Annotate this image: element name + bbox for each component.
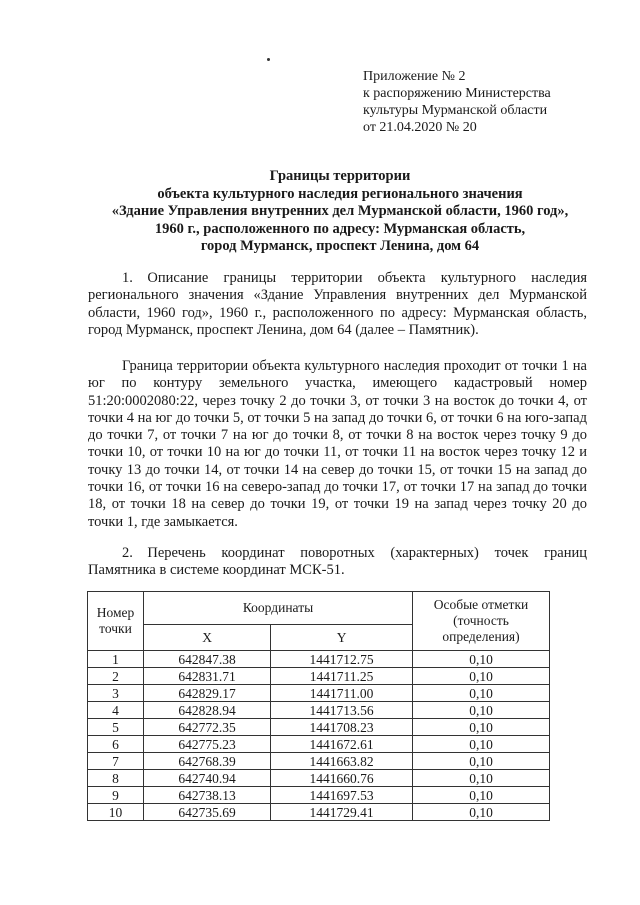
appendix-number: Приложение № 2 xyxy=(363,69,466,84)
document-title xyxy=(60,168,620,256)
x-coordinate-cell: 642772.35 xyxy=(144,719,271,736)
y-coordinate-cell: 1441711.00 xyxy=(271,685,413,702)
table-row xyxy=(88,702,550,719)
point-number-cell: 2 xyxy=(88,668,144,685)
header-point-number: Номер точки xyxy=(88,592,144,651)
appendix-ref-line: к распоряжению Министерства xyxy=(363,86,551,101)
title-line: объекта культурного наследия регионального значения xyxy=(157,185,523,202)
y-coordinate-cell: 1441711.25 xyxy=(271,668,413,685)
y-coordinate-cell: 1441672.61 xyxy=(271,736,413,753)
stray-dot xyxy=(267,58,270,61)
accuracy-cell: 0,10 xyxy=(413,685,550,702)
table-row xyxy=(88,787,550,804)
x-coordinate-cell: 642768.39 xyxy=(144,753,271,770)
table-row xyxy=(88,804,550,821)
point-number-cell: 3 xyxy=(88,685,144,702)
title-line: Границы территории xyxy=(269,168,411,184)
x-coordinate-cell: 642847.38 xyxy=(144,651,271,668)
y-coordinate-cell: 1441663.82 xyxy=(271,753,413,770)
accuracy-cell: 0,10 xyxy=(413,668,550,685)
accuracy-cell: 0,10 xyxy=(413,770,550,787)
appendix-ref-line: культуры Мурманской области xyxy=(363,103,548,118)
y-coordinate-cell: 1441697.53 xyxy=(271,787,413,804)
table-row xyxy=(88,668,550,685)
point-number-cell: 5 xyxy=(88,719,144,736)
title-line: город Мурманск, проспект Ленина, дом 64 xyxy=(200,238,480,254)
point-number-cell: 4 xyxy=(88,702,144,719)
coordinates-body xyxy=(88,651,550,821)
x-coordinate-cell: 642738.13 xyxy=(144,787,271,804)
table-row xyxy=(88,736,550,753)
table-row xyxy=(88,753,550,770)
y-coordinate-cell: 1441712.75 xyxy=(271,651,413,668)
accuracy-cell: 0,10 xyxy=(413,787,550,804)
x-coordinate-cell: 642828.94 xyxy=(144,702,271,719)
accuracy-cell: 0,10 xyxy=(413,753,550,770)
title-line: «Здание Управления внутренних дел Мурманской области, 1960 год», xyxy=(111,203,569,219)
point-number-cell: 9 xyxy=(88,787,144,804)
header-coordinates: Координаты xyxy=(144,592,413,625)
coordinates-table xyxy=(87,591,550,821)
x-coordinate-cell: 642831.71 xyxy=(144,668,271,685)
accuracy-cell: 0,10 xyxy=(413,804,550,821)
table-row xyxy=(88,770,550,787)
point-number-cell: 7 xyxy=(88,753,144,770)
y-coordinate-cell: 1441708.23 xyxy=(271,719,413,736)
header-notes: Особые отметки (точность определения) xyxy=(413,592,550,651)
y-coordinate-cell: 1441660.76 xyxy=(271,770,413,787)
title-line: 1960 г., расположенного по адресу: Мурманская область, xyxy=(154,220,526,237)
accuracy-cell: 0,10 xyxy=(413,702,550,719)
boundary-description xyxy=(88,358,587,531)
section-2-text: 2. Перечень координат поворотных (характерных) точек границ Памятника в системе координат МСК-51. xyxy=(88,545,587,579)
x-coordinate-cell: 642735.69 xyxy=(144,804,271,821)
table-row xyxy=(88,685,550,702)
x-coordinate-cell: 642829.17 xyxy=(144,685,271,702)
point-number-cell: 6 xyxy=(88,736,144,753)
x-coordinate-cell: 642740.94 xyxy=(144,770,271,787)
point-number-cell: 1 xyxy=(88,651,144,668)
boundary-text: Граница территории объекта культурного наследия проходит от точки 1 на юг по контуру земельного участка, имеющего кадастровый номер 51:20:0002080:22, через точку 2 до точки 3, от точки 3 на восток до точки 4, от точки 4 на юг до точки 5, от точки 5 на запад до точки 6, от точки 6 на юго-запад до точки 7, от точки 7 на юг до точки 8, от точки 8 на восток через точку 9 до точки 10, от точки 10 на юг до точки 11, от точки 11 на восток через точку 12 и точку 13 до точки 14, от точки 14 на север до точки 15, от точки 15 на запад до точки 16, от точки 16 на северо-запад до точки 17, от точки 17 на запад до точки 18, от точки 18 на север до точки 19, от точки 19 на запад через точку 20 до точки 1, где замыкается. xyxy=(88,358,587,530)
section-2 xyxy=(88,545,587,580)
point-number-cell: 10 xyxy=(88,804,144,821)
accuracy-cell: 0,10 xyxy=(413,719,550,736)
header-y: Y xyxy=(271,625,413,651)
point-number-cell: 8 xyxy=(88,770,144,787)
section-1-text: 1. Описание границы территории объекта культурного наследия регионального значения «Здание Управления внутренних дел Мурманской области, 1960 год», 1960 г., расположенного по адресу: Мурманская область, город Мурманск, проспект Ленина, дом 64 (далее – Памятник). xyxy=(88,270,587,338)
accuracy-cell: 0,10 xyxy=(413,651,550,668)
header-x: X xyxy=(144,625,271,651)
x-coordinate-cell: 642775.23 xyxy=(144,736,271,753)
y-coordinate-cell: 1441729.41 xyxy=(271,804,413,821)
appendix-date: от 21.04.2020 № 20 xyxy=(363,120,477,135)
section-1 xyxy=(88,270,587,339)
table-row xyxy=(88,651,550,668)
accuracy-cell: 0,10 xyxy=(413,736,550,753)
appendix-header xyxy=(363,68,551,136)
y-coordinate-cell: 1441713.56 xyxy=(271,702,413,719)
table-row xyxy=(88,719,550,736)
